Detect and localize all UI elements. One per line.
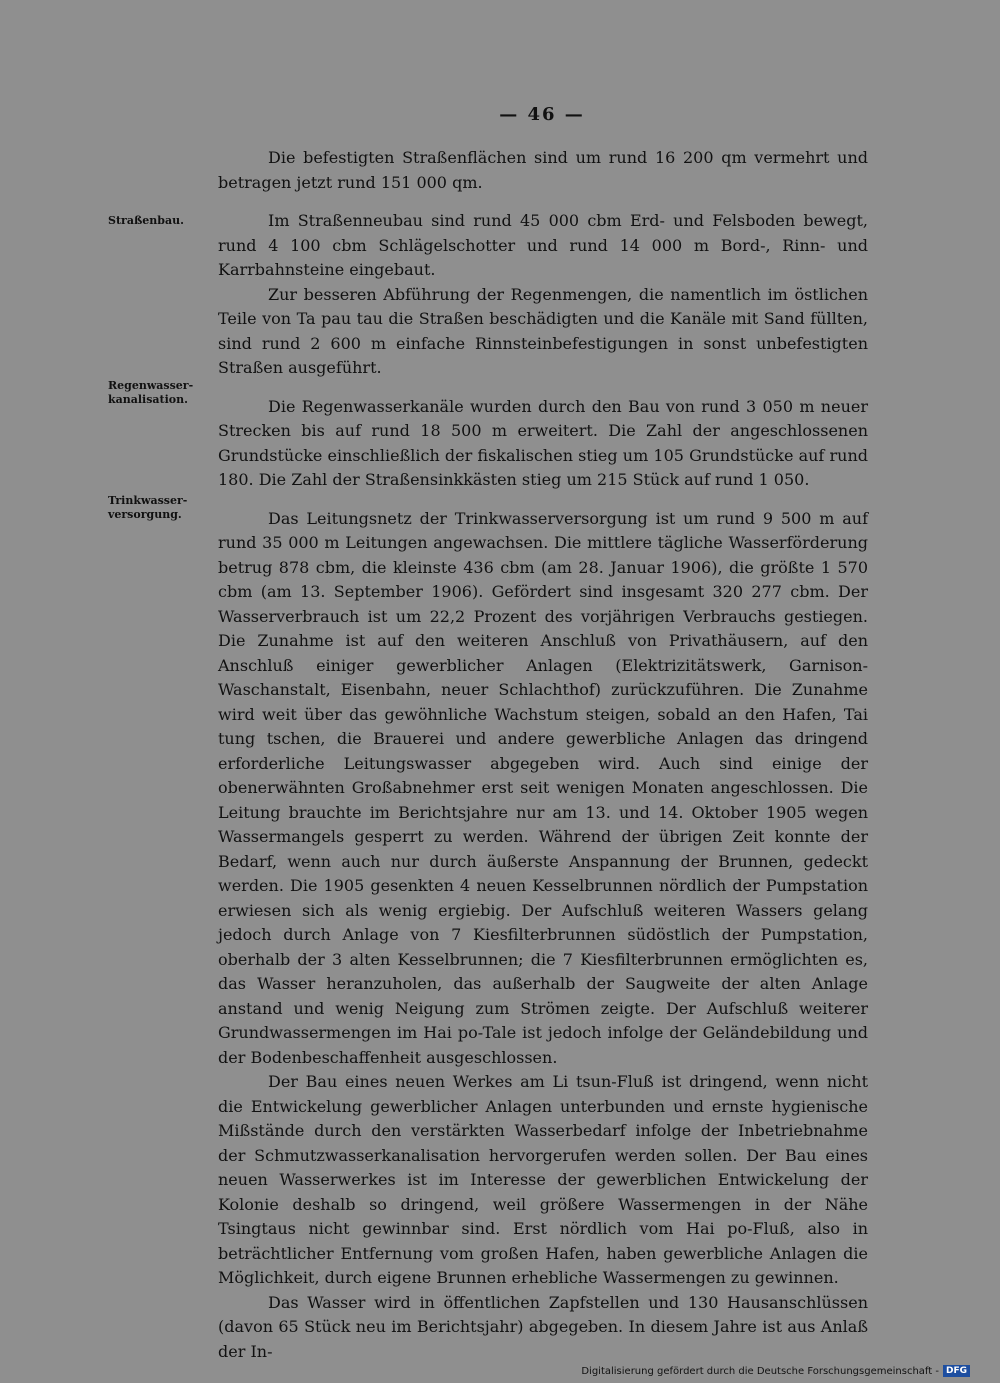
page-number: — 46 — <box>499 104 585 125</box>
paragraph: Zur besseren Abführung der Regenmengen, die namentlich im östlichen Teile von Ta pau tau die Straßen beschädigten und die Kanäle mit Sand füllten, sind rund 2 600 m einfache Rinnsteinbefestigungen in sonst unbefestigten Straßen ausgeführt. <box>218 284 868 377</box>
margin-note-trinkwasser: Trinkwasser- versorgung. <box>108 494 188 521</box>
paragraph: Der Bau eines neuen Werkes am Li tsun-Fluß ist dringend, wenn nicht die Entwickelung gewerblicher Anlagen unterbunden und ernste hygienische Mißstände durch den verstärkten Wasserbedarf infolge der Inbetriebnahme der Schmutzwasserkanalisation hervorgerufen werden sollen. Der Bau eines neuen Wasserwerkes ist im Interesse der gewerblichen Entwickelung der Kolonie deshalb so dringend, weil größere Wassermengen in der Nähe Tsingtaus nicht gewinnbar sind. Erst nördlich vom Hai po-Fluß, also in beträchtlicher Entfernung vom großen Hafen, haben gewerbliche Anlagen die Möglichkeit, durch eigene Brunnen erhebliche Wassermengen zu gewinnen. <box>218 1072 868 1287</box>
footer <box>581 1365 970 1377</box>
paragraph: Das Leitungsnetz der Trinkwasserversorgung ist um rund 9 500 m auf rund 35 000 m Leitungen angewachsen. Die mittlere tägliche Wasserförderung betrug 878 cbm, die kleinste 436 cbm (am 28. Januar 1906), die größte 1 570 cbm (am 13. September 1906). Gefördert sind insgesamt 320 277 cbm. Der Wasserverbrauch ist um 22,2 Prozent des vorjährigen Verbrauchs gestiegen. Die Zunahme ist auf den weiteren Anschluß von Privathäusern, auf den Anschluß einiger gewerblicher Anlagen (Elektrizitätswerk, Garnison-Waschanstalt, Eisenbahn, neuer Schlachthof) zurückzuführen. Die Zunahme wird weit über das gewöhnliche Wachstum steigen, sobald an den Hafen, Tai tung tschen, die Brauerei und andere gewerbliche Anlagen das dringend erforderliche Leitungswasser abgegeben wird. Auch sind einige der obenerwähnten Großabnehmer erst seit wenigen Monaten angeschlossen. Die Leitung brauchte im Berichtsjahre nur am 13. und 14. Oktober 1905 wegen Wassermangels gesperrt zu werden. Während der übrigen Zeit konnte der Bedarf, wenn auch nur durch äußerste Anspannung der Brunnen, gedeckt werden. Die 1905 gesenkten 4 neuen Kesselbrunnen nördlich der Pumpstation erwiesen sich als wenig ergiebig. Der Aufschluß weiteren Wassers gelang jedoch durch Anlage von 7 Kiesfilterbrunnen südöstlich der Pumpstation, oberhalb der 3 alten Kesselbrunnen; die 7 Kiesfilterbrunnen ermöglichten es, das Wasser heranzuholen, das außerhalb der Saugweite der alten Anlage anstand und wenig Neigung zum Strömen zeigte. Der Aufschluß weiterer Grundwassermengen im Hai po-Tale ist jedoch infolge der Geländebildung und der Bodenbeschaffenheit ausgeschlossen. <box>218 508 868 1067</box>
dfg-logo-icon: DFG <box>943 1365 970 1377</box>
paragraph: Die befestigten Straßenflächen sind um rund 16 200 qm vermehrt und betragen jetzt rund 151 000 qm. <box>218 148 868 192</box>
paragraph: Das Wasser wird in öffentlichen Zapfstellen und 130 Hausanschlüssen (davon 65 Stück neu im Berichtsjahr) abgegeben. In diesem Jahre ist aus Anlaß der In- <box>218 1292 868 1361</box>
margin-note-regenwasser: Regenwasser- kanalisation. <box>108 379 194 406</box>
paragraph: Im Straßenneubau sind rund 45 000 cbm Erd- und Felsboden bewegt, rund 4 100 cbm Schlägelschotter und rund 14 000 m Bord-, Rinn- und Karrbahnsteine eingebaut. <box>218 211 868 279</box>
paragraph: Die Regenwasserkanäle wurden durch den Bau von rund 3 050 m neuer Strecken bis auf rund 18 500 m erweitert. Die Zahl der angeschlossenen Grundstücke einschließlich der fiskalischen stieg um 105 Grundstücke auf rund 180. Die Zahl der Straßensinkkästen stieg um 215 Stück auf rund 1 050. <box>218 396 868 489</box>
footer-text: Digitalisierung gefördert durch die Deutsche Forschungsgemeinschaft - <box>581 1365 939 1377</box>
body-text <box>218 146 868 1364</box>
margin-note-strassenbau: Straßenbau. <box>108 214 184 227</box>
